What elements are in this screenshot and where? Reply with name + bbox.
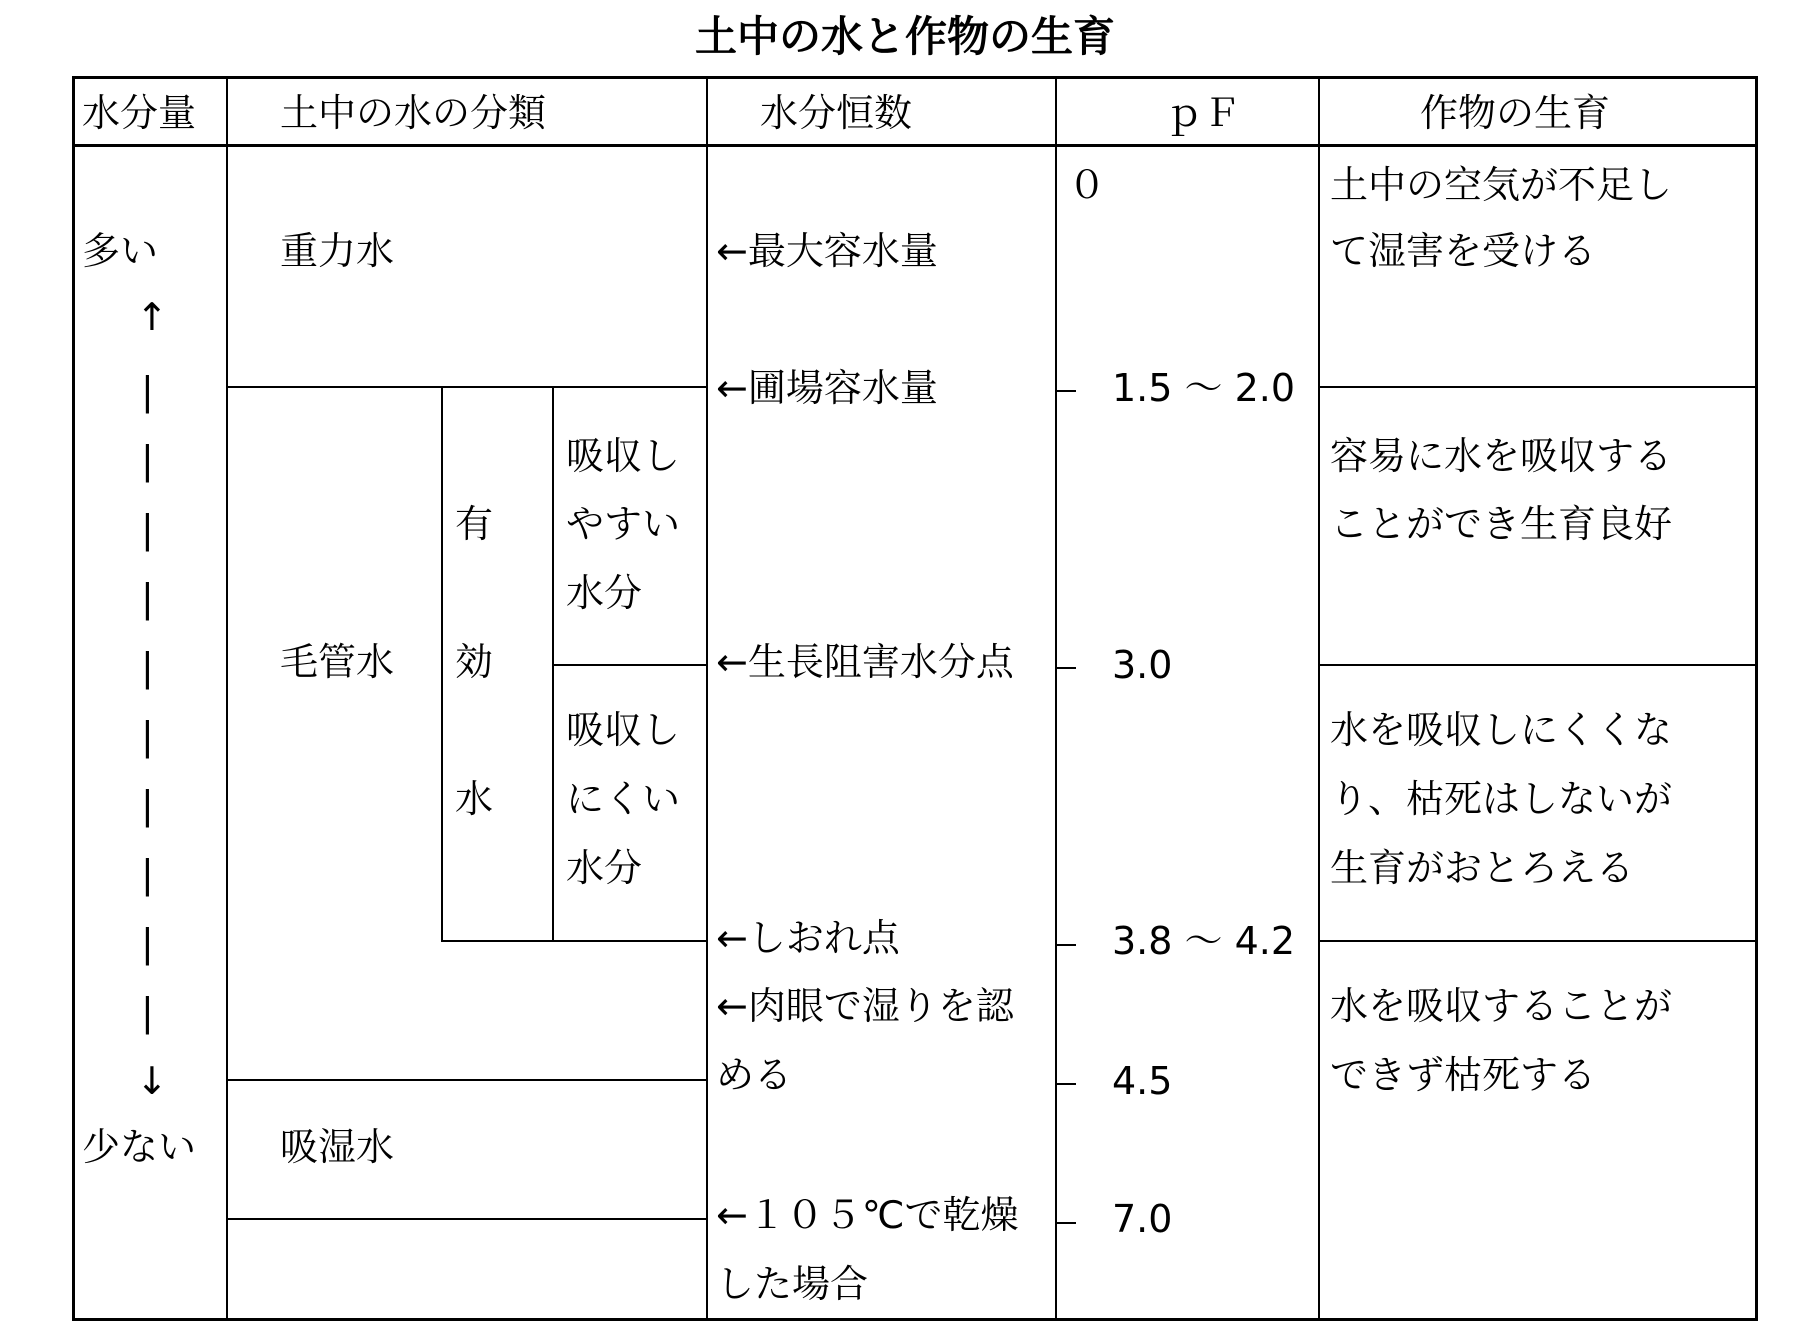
header-classification: 土中の水の分類 <box>280 91 547 135</box>
down-arrow-icon: ↓ <box>136 1059 168 1103</box>
dash-line-2: | <box>141 438 154 482</box>
effective-char-3: 水 <box>455 777 494 821</box>
water-amount-more: 多い <box>82 229 159 273</box>
hard-absorb-line-1: 吸収し <box>566 708 681 752</box>
growth-row3-line-3: 生育がおとろえる <box>1330 846 1635 890</box>
pf-dried: 7.0 <box>1112 1197 1173 1241</box>
constant-visible-wet-line-2: める <box>716 1053 793 1097</box>
growth-row2-line-1: 容易に水を吸収する <box>1330 434 1673 478</box>
hard-absorb-line-2: にくい <box>566 777 681 821</box>
constant-growth-inhibition: ←生長阻害水分点 <box>716 640 1014 684</box>
water-amount-less: 少ない <box>82 1125 197 1169</box>
growth-row1-line-2: て湿害を受ける <box>1330 229 1597 273</box>
constant-wilting-point: ←しおれ点 <box>716 916 900 960</box>
growth-row4-line-1: 水を吸収することが <box>1330 984 1673 1028</box>
effective-char-2: 効 <box>455 640 494 684</box>
up-arrow-icon: ↑ <box>136 295 168 339</box>
capillary-water: 毛管水 <box>280 640 395 684</box>
dash-line-1: | <box>141 369 154 413</box>
dash-line-10: | <box>141 990 154 1034</box>
header-pf: ｐＦ <box>1165 91 1242 135</box>
header-water-amount: 水分量 <box>82 91 197 135</box>
constant-dried-line-1: ←１０５℃で乾燥 <box>716 1193 1019 1237</box>
constant-dried-line-2: した場合 <box>716 1262 869 1306</box>
document-title: 土中の水と作物の生育 <box>694 12 1115 61</box>
dash-line-4: | <box>141 576 154 620</box>
pf-wilting-point: 3.8 ～ 4.2 <box>1112 919 1296 963</box>
gravity-water: 重力水 <box>280 229 395 273</box>
easy-absorb-line-3: 水分 <box>566 571 643 615</box>
hygroscopic-water: 吸湿水 <box>280 1125 395 1169</box>
pf-zero: ０ <box>1068 163 1107 207</box>
easy-absorb-line-1: 吸収し <box>566 434 681 478</box>
header-crop-growth: 作物の生育 <box>1420 91 1611 135</box>
dash-line-6: | <box>141 714 154 758</box>
dash-line-9: | <box>141 921 154 965</box>
growth-row4-line-2: できず枯死する <box>1330 1053 1597 1097</box>
constant-max-capacity: ←最大容水量 <box>716 229 938 273</box>
growth-row3-line-1: 水を吸収しにくくな <box>1330 708 1673 752</box>
constant-visible-wet-line-1: ←肉眼で湿りを認 <box>716 984 1014 1028</box>
pf-field-capacity: 1.5 ～ 2.0 <box>1112 366 1296 410</box>
dash-line-3: | <box>141 507 154 551</box>
dash-line-8: | <box>141 852 154 896</box>
pf-visible-wet: 4.5 <box>1112 1059 1173 1103</box>
easy-absorb-line-2: やすい <box>566 502 681 546</box>
dash-line-7: | <box>141 783 154 827</box>
pf-growth-inhibition: 3.0 <box>1112 643 1173 687</box>
constant-field-capacity: ←圃場容水量 <box>716 366 938 410</box>
hard-absorb-line-3: 水分 <box>566 846 643 890</box>
growth-row1-line-1: 土中の空気が不足し <box>1330 163 1673 207</box>
header-water-constant: 水分恒数 <box>760 91 913 135</box>
growth-row3-line-2: り、枯死はしないが <box>1330 777 1673 821</box>
dash-line-5: | <box>141 645 154 689</box>
effective-char-1: 有 <box>455 502 494 546</box>
growth-row2-line-2: ことができ生育良好 <box>1330 502 1673 546</box>
